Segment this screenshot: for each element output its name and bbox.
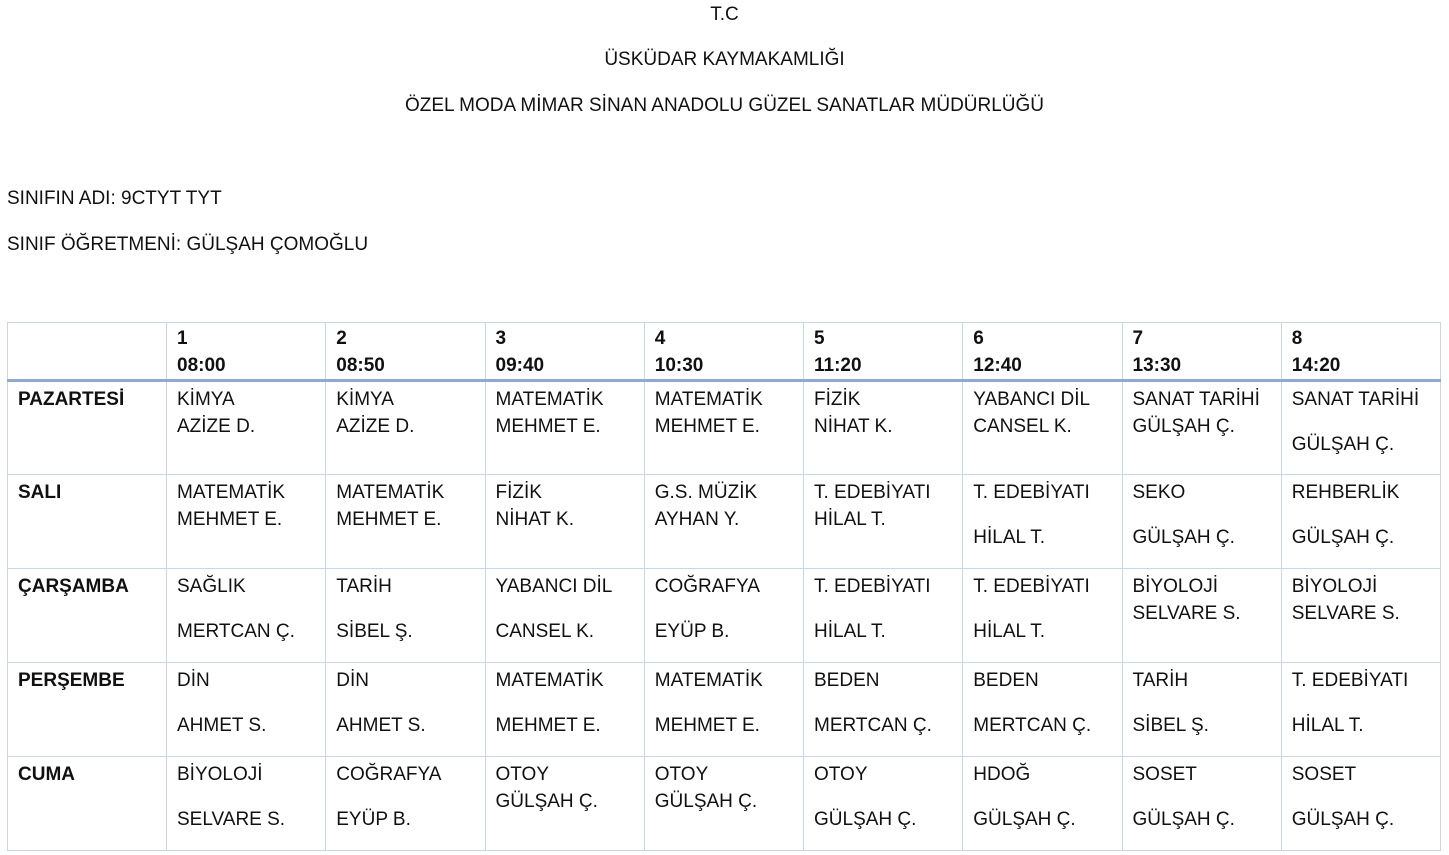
lesson-teacher: MEHMET E.: [495, 416, 601, 437]
lesson-subject: BEDEN: [814, 670, 880, 691]
lesson-teacher: AZİZE D.: [336, 416, 415, 437]
lesson-subject: TARİH: [336, 576, 392, 597]
lesson-teacher: GÜLŞAH Ç.: [1291, 527, 1395, 548]
period-number: 4: [654, 328, 666, 349]
lesson-subject: OTOY: [814, 764, 868, 785]
lesson-teacher: AZİZE D.: [177, 416, 256, 437]
lesson-subject: SEKO: [1132, 482, 1186, 503]
lesson-cell: [326, 475, 485, 569]
lesson-subject: MATEMATİK: [495, 670, 604, 691]
period-number: 8: [1291, 328, 1303, 349]
period-header: [804, 323, 963, 381]
lesson-cell: [963, 569, 1122, 663]
lesson-cell: [1122, 569, 1281, 663]
period-header: [1122, 323, 1281, 381]
lesson-subject: MATEMATİK: [177, 482, 286, 503]
lesson-teacher: HİLAL T.: [814, 509, 886, 530]
lesson-teacher: HİLAL T.: [814, 621, 886, 642]
lesson-teacher: HİLAL T.: [973, 527, 1046, 548]
lesson-cell: [1281, 757, 1440, 851]
lesson-teacher: HİLAL T.: [973, 621, 1046, 642]
lesson-cell: [644, 381, 803, 475]
schedule-table: [7, 322, 1441, 851]
lesson-subject: SANAT TARİHİ: [1291, 389, 1420, 410]
lesson-teacher: SİBEL Ş.: [1132, 715, 1209, 736]
lesson-cell: [167, 381, 326, 475]
lesson-subject: T. EDEBİYATI: [973, 482, 1090, 503]
period-number: 2: [336, 328, 347, 349]
lesson-subject: MATEMATİK: [495, 389, 604, 410]
header-tc: T.C: [710, 4, 739, 25]
lesson-cell: [804, 475, 963, 569]
lesson-teacher: GÜLŞAH Ç.: [973, 809, 1076, 830]
lesson-subject: BİYOLOJİ: [1132, 576, 1219, 597]
lesson-subject: BİYOLOJİ: [177, 764, 263, 785]
lesson-teacher: SİBEL Ş.: [336, 621, 413, 642]
lesson-subject: KİMYA: [336, 389, 394, 410]
class-teacher: SINIF ÖĞRETMENİ: GÜLŞAH ÇOMOĞLU: [7, 234, 369, 255]
lesson-cell: [326, 757, 485, 851]
lesson-teacher: EYÜP B.: [654, 621, 730, 642]
lesson-cell: [963, 475, 1122, 569]
lesson-teacher: GÜLŞAH Ç.: [495, 791, 598, 812]
lesson-subject: COĞRAFYA: [336, 764, 442, 785]
lesson-teacher: GÜLŞAH Ç.: [1291, 809, 1395, 830]
lesson-cell: [963, 663, 1122, 757]
lesson-cell: [485, 757, 644, 851]
lesson-subject: YABANCI DİL: [495, 576, 613, 597]
lesson-subject: HDOĞ: [973, 764, 1031, 785]
period-number: 5: [814, 328, 825, 349]
lesson-cell: [1122, 757, 1281, 851]
day-name: CUMA: [8, 757, 167, 851]
lesson-subject: OTOY: [495, 764, 549, 785]
lesson-cell: [485, 663, 644, 757]
lesson-teacher: GÜLŞAH Ç.: [1132, 416, 1235, 437]
lesson-subject: MATEMATİK: [336, 482, 445, 503]
day-name: ÇARŞAMBA: [8, 569, 167, 663]
lesson-subject: FİZİK: [814, 389, 861, 410]
lesson-cell: [167, 757, 326, 851]
day-name: SALI: [8, 475, 167, 569]
lesson-cell: [167, 475, 326, 569]
table-row: [8, 663, 1441, 757]
lesson-cell: [326, 663, 485, 757]
lesson-subject: MATEMATİK: [654, 670, 763, 691]
period-number: 3: [495, 328, 507, 349]
lesson-teacher: MEHMET E.: [654, 715, 760, 736]
class-name: SINIFIN ADI: 9CTYT TYT: [7, 188, 222, 209]
period-header: [963, 323, 1122, 381]
lesson-cell: [485, 381, 644, 475]
lesson-cell: [644, 757, 803, 851]
lesson-cell: [167, 569, 326, 663]
lesson-cell: [1281, 381, 1440, 475]
period-header: [485, 323, 644, 381]
period-header: [644, 323, 803, 381]
lesson-cell: [804, 569, 963, 663]
period-time: 10:30: [654, 355, 704, 376]
period-number: 1: [177, 328, 188, 349]
lesson-teacher: SELVARE S.: [1291, 603, 1400, 624]
lesson-teacher: GÜLŞAH Ç.: [1132, 527, 1235, 548]
lesson-cell: [1281, 475, 1440, 569]
lesson-teacher: MERTCAN Ç.: [814, 715, 932, 736]
lesson-cell: [644, 663, 803, 757]
lesson-subject: BEDEN: [973, 670, 1039, 691]
lesson-cell: [644, 569, 803, 663]
lesson-subject: T. EDEBİYATI: [1291, 670, 1409, 691]
lesson-teacher: MEHMET E.: [336, 509, 442, 530]
lesson-teacher: SELVARE S.: [177, 809, 286, 830]
lesson-subject: COĞRAFYA: [654, 576, 760, 597]
lesson-teacher: NİHAT K.: [814, 416, 893, 437]
lesson-subject: FİZİK: [495, 482, 542, 503]
period-time: 13:30: [1132, 355, 1182, 376]
lesson-cell: [804, 663, 963, 757]
lesson-subject: SOSET: [1132, 764, 1197, 785]
lesson-cell: [1281, 569, 1440, 663]
lesson-subject: DİN: [336, 670, 369, 691]
lesson-cell: [1122, 381, 1281, 475]
table-row: [8, 569, 1441, 663]
lesson-subject: SANAT TARİHİ: [1132, 389, 1260, 410]
lesson-teacher: CANSEL K.: [973, 416, 1072, 437]
lesson-teacher: GÜLŞAH Ç.: [1291, 434, 1395, 455]
lesson-teacher: SELVARE S.: [1132, 603, 1241, 624]
lesson-cell: [1122, 475, 1281, 569]
corner-cell: [8, 323, 167, 381]
lesson-teacher: GÜLŞAH Ç.: [1132, 809, 1235, 830]
lesson-cell: [1281, 663, 1440, 757]
header-district: ÜSKÜDAR KAYMAKAMLIĞI: [604, 49, 845, 70]
lesson-subject: SOSET: [1291, 764, 1357, 785]
lesson-subject: G.S. MÜZİK: [654, 482, 758, 503]
day-name: PAZARTESİ: [8, 381, 167, 475]
lesson-teacher: GÜLŞAH Ç.: [654, 791, 758, 812]
table-row: [8, 475, 1441, 569]
lesson-cell: [804, 381, 963, 475]
lesson-subject: BİYOLOJİ: [1291, 576, 1378, 597]
period-time: 14:20: [1291, 355, 1341, 376]
table-row: [8, 757, 1441, 851]
period-header: [167, 323, 326, 381]
period-header-row: [8, 323, 1441, 381]
lesson-subject: TARİH: [1132, 670, 1189, 691]
table-row: [8, 381, 1441, 475]
lesson-subject: T. EDEBİYATI: [973, 576, 1090, 597]
lesson-teacher: EYÜP B.: [336, 809, 411, 830]
lesson-cell: [1122, 663, 1281, 757]
lesson-teacher: GÜLŞAH Ç.: [814, 809, 917, 830]
lesson-cell: [804, 757, 963, 851]
lesson-teacher: MEHMET E.: [177, 509, 283, 530]
lesson-teacher: MERTCAN Ç.: [973, 715, 1092, 736]
lesson-teacher: NİHAT K.: [495, 509, 574, 530]
period-number: 7: [1132, 328, 1144, 349]
lesson-teacher: MERTCAN Ç.: [177, 621, 295, 642]
lesson-subject: MATEMATİK: [654, 389, 763, 410]
lesson-subject: YABANCI DİL: [973, 389, 1091, 410]
lesson-teacher: HİLAL T.: [1291, 715, 1364, 736]
lesson-cell: [326, 569, 485, 663]
lesson-cell: [326, 381, 485, 475]
lesson-subject: KİMYA: [177, 389, 235, 410]
lesson-subject: DİN: [177, 670, 210, 691]
period-time: 08:00: [177, 355, 226, 376]
period-time: 09:40: [495, 355, 545, 376]
lesson-subject: T. EDEBİYATI: [814, 482, 931, 503]
lesson-teacher: MEHMET E.: [495, 715, 601, 736]
period-number: 6: [973, 328, 984, 349]
lesson-cell: [485, 475, 644, 569]
lesson-teacher: MEHMET E.: [654, 416, 760, 437]
lesson-teacher: AHMET S.: [336, 715, 426, 736]
lesson-subject: REHBERLİK: [1291, 482, 1400, 503]
period-header: [326, 323, 485, 381]
lesson-cell: [644, 475, 803, 569]
lesson-teacher: AHMET S.: [177, 715, 267, 736]
day-name: PERŞEMBE: [8, 663, 167, 757]
period-time: 08:50: [336, 355, 385, 376]
lesson-cell: [167, 663, 326, 757]
lesson-subject: SAĞLIK: [177, 576, 246, 597]
lesson-teacher: AYHAN Y.: [654, 509, 740, 530]
lesson-subject: OTOY: [654, 764, 709, 785]
lesson-subject: T. EDEBİYATI: [814, 576, 931, 597]
period-header: [1281, 323, 1440, 381]
lesson-cell: [963, 757, 1122, 851]
period-time: 12:40: [973, 355, 1022, 376]
header-school: ÖZEL MODA MİMAR SİNAN ANADOLU GÜZEL SANATLAR MÜDÜRLÜĞÜ: [404, 95, 1045, 116]
lesson-cell: [485, 569, 644, 663]
lesson-cell: [963, 381, 1122, 475]
lesson-teacher: CANSEL K.: [495, 621, 595, 642]
period-time: 11:20: [814, 355, 862, 376]
